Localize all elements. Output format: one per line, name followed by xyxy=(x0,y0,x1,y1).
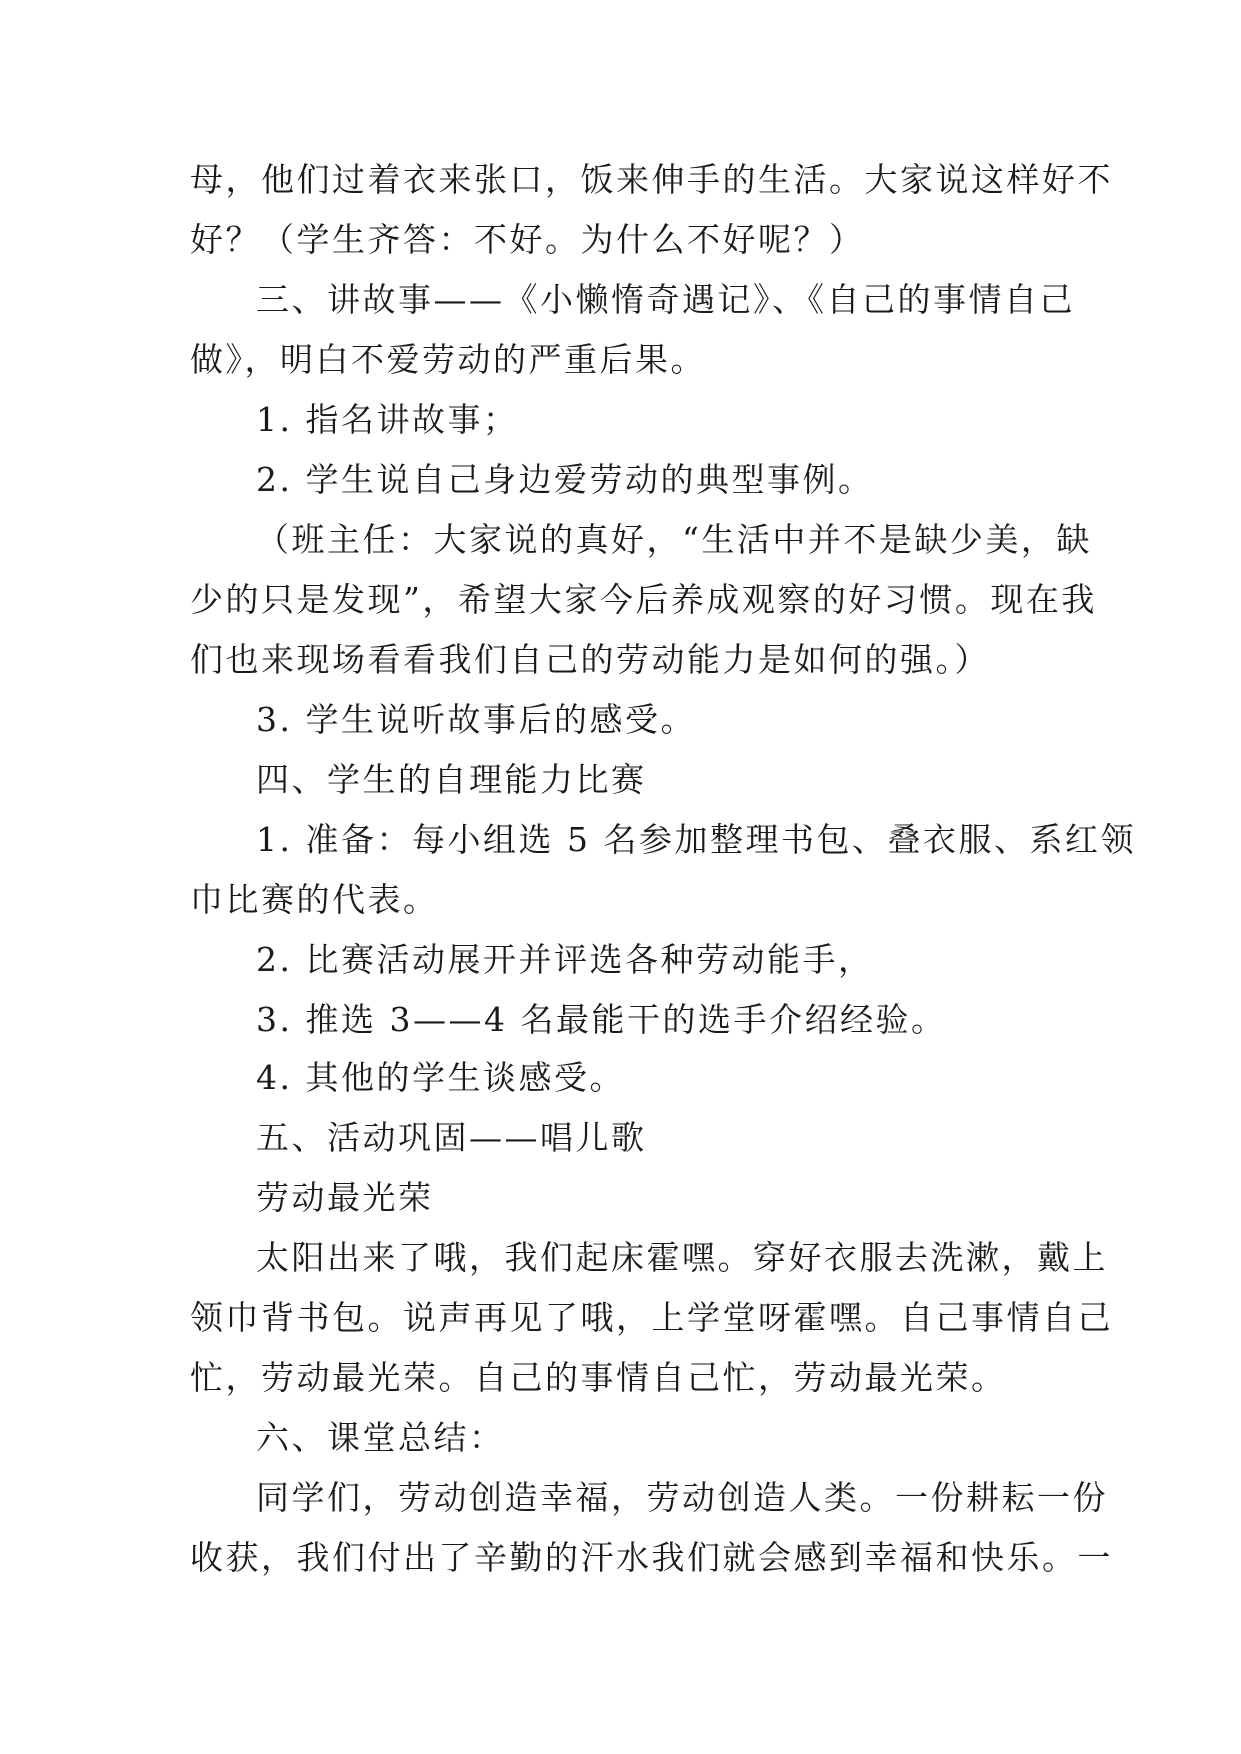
text-line: 1. 指名讲故事； xyxy=(256,400,519,439)
text-line: 劳动最光荣 xyxy=(256,1178,434,1217)
text-line: （班主任：大家说的真好，“生活中并不是缺少美，缺 xyxy=(256,520,1092,559)
text-line: 五、活动巩固——唱儿歌 xyxy=(256,1118,647,1157)
text-line: 太阳出来了哦，我们起床霍嘿。穿好衣服去洗漱，戴上 xyxy=(256,1238,1108,1277)
text-line: 2. 学生说自己身边爱劳动的典型事例。 xyxy=(256,460,874,499)
text-line: 六、课堂总结： xyxy=(256,1418,505,1457)
text-line: 做》，明白不爱劳动的严重后果。 xyxy=(190,340,706,379)
text-line: 1. 准备：每小组选 5 名参加整理书包、叠衣服、系红领 xyxy=(256,820,1136,859)
text-line: 2. 比赛活动展开并评选各种劳动能手， xyxy=(256,940,874,979)
text-line: 同学们，劳动创造幸福，劳动创造人类。一份耕耘一份 xyxy=(256,1478,1108,1517)
text-line: 少的只是发现”，希望大家今后养成观察的好习惯。现在我 xyxy=(190,580,1097,619)
text-line: 收获，我们付出了辛勤的汗水我们就会感到幸福和快乐。一 xyxy=(190,1538,1113,1577)
text-line: 好？（学生齐答：不好。为什么不好呢？） xyxy=(190,220,865,259)
text-line: 3. 学生说听故事后的感受。 xyxy=(256,700,696,739)
text-line: 们也来现场看看我们自己的劳动能力是如何的强。） xyxy=(190,640,990,679)
text-line: 母，他们过着衣来张口，饭来伸手的生活。大家说这样好不 xyxy=(190,160,1113,199)
text-line: 四、学生的自理能力比赛 xyxy=(256,760,647,799)
text-line: 巾比赛的代表。 xyxy=(190,880,439,919)
text-line: 4. 其他的学生谈感受。 xyxy=(256,1058,625,1097)
text-line: 3. 推选 3——4 名最能干的选手介绍经验。 xyxy=(256,1000,947,1039)
text-line: 三、讲故事——《小懒惰奇遇记》、《自己的事情自己 xyxy=(256,280,1075,319)
text-line: 领巾背书包。说声再见了哦，上学堂呀霍嘿。自己事情自己 xyxy=(190,1298,1113,1337)
text-line: 忙，劳动最光荣。自己的事情自己忙，劳动最光荣。 xyxy=(190,1358,1007,1397)
